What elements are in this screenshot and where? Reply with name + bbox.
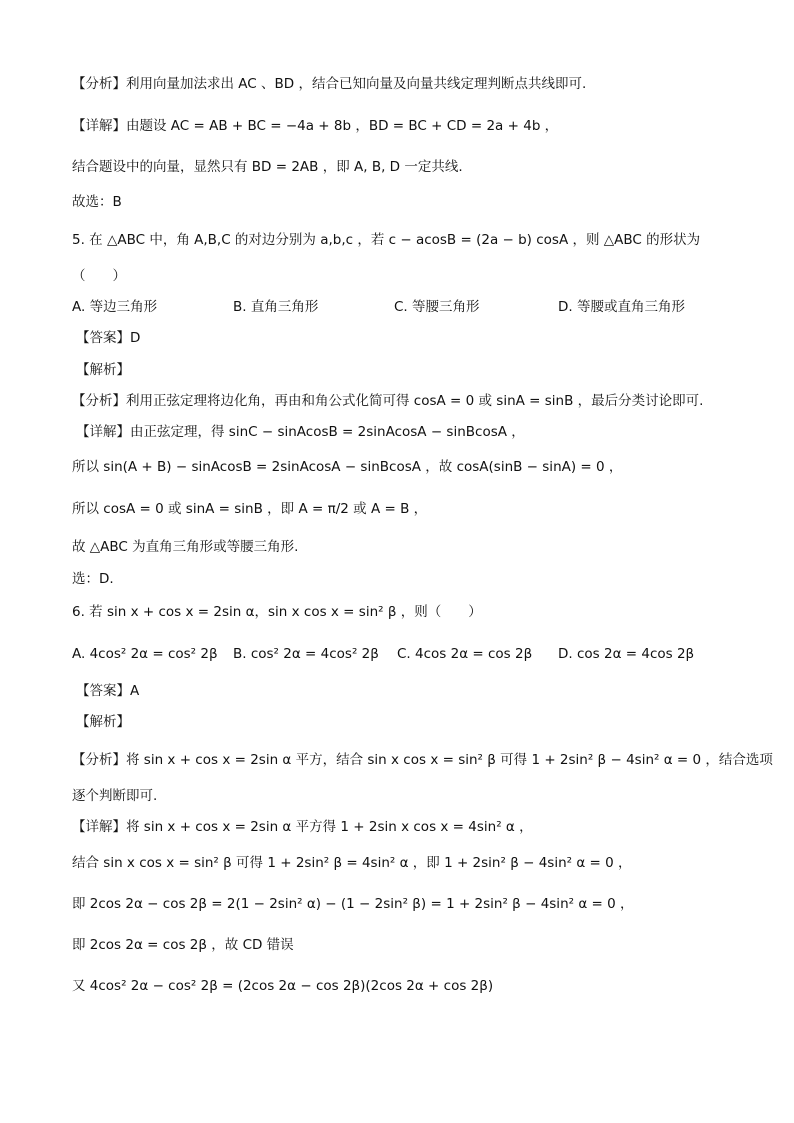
q6-answer-heading: 【答案】A <box>76 683 140 699</box>
q6-solution-heading: 【解析】 <box>76 714 130 730</box>
q5-answer-heading: 【答案】D <box>76 330 141 346</box>
q5-detail-5: 选：D. <box>72 571 114 587</box>
q6-option-b: B. cos² 2α = 4cos² 2β <box>233 646 379 662</box>
question-6-stem: 6. 若 sin x + cos x = 2sin α，sin x cos x = sin² β ，则（ ） <box>72 604 482 620</box>
q6-detail-4: 即 2cos 2α = cos 2β ，故 CD 错误 <box>72 937 294 953</box>
detail-line-q4-cont: 结合题设中的向量，显然只有 BD = 2AB ，即 A, B, D 一定共线. <box>72 159 463 175</box>
q5-solution-heading: 【解析】 <box>76 362 130 378</box>
q5-analysis: 【分析】利用正弦定理将边化角，再由和角公式化简可得 cosA = 0 或 sinA = sinB ，最后分类讨论即可. <box>72 393 704 409</box>
analysis-line-q4: 【分析】利用向量加法求出 AC 、BD ，结合已知向量及向量共线定理判断点共线即可. <box>72 76 587 92</box>
q6-detail-3: 即 2cos 2α − cos 2β = 2(1 − 2sin² α) − (1 − 2sin² β) = 1 + 2sin² β − 4sin² α = 0 ， <box>72 896 634 912</box>
q6-detail-1: 【详解】将 sin x + cos x = 2sin α 平方得 1 + 2sin x cos x = 4sin² α ， <box>72 819 533 835</box>
q6-option-a: A. 4cos² 2α = cos² 2β <box>72 646 218 662</box>
question-5-blank: （ ） <box>72 268 126 284</box>
q5-option-b: B. 直角三角形 <box>233 299 319 315</box>
q6-detail-2: 结合 sin x cos x = sin² β 可得 1 + 2sin² β = 4sin² α ，即 1 + 2sin² β − 4sin² α = 0 ， <box>72 855 632 871</box>
q6-analysis-cont: 逐个判断即可. <box>72 788 158 804</box>
q5-option-a: A. 等边三角形 <box>72 299 158 315</box>
q6-option-d: D. cos 2α = 4cos 2β <box>558 646 695 662</box>
q6-detail-5: 又 4cos² 2α − cos² 2β = (2cos 2α − cos 2β)(2cos 2α + cos 2β) <box>72 978 494 994</box>
detail-line-q4: 【详解】由题设 AC = AB + BC = −4a + 8b ，BD = BC + CD = 2a + 4b ， <box>72 118 559 134</box>
question-5-stem: 5. 在 △ABC 中，角 A,B,C 的对边分别为 a,b,c ，若 c − acosB = (2a − b) cosA ，则 △ABC 的形状为 <box>72 232 701 248</box>
answer-choice-q4: 故选：B <box>72 194 122 210</box>
q5-detail-3: 所以 cosA = 0 或 sinA = sinB ，即 A = π/2 或 A = B ， <box>72 501 428 517</box>
q5-detail-4: 故 △ABC 为直角三角形或等腰三角形. <box>72 539 299 555</box>
q5-option-c: C. 等腰三角形 <box>394 299 480 315</box>
q5-detail-2: 所以 sin(A + B) − sinAcosB = 2sinAcosA − sinBcosA ，故 cosA(sinB − sinA) = 0 ， <box>72 459 623 475</box>
q6-option-c: C. 4cos 2α = cos 2β <box>397 646 533 662</box>
q5-detail-1: 【详解】由正弦定理，得 sinC − sinAcosB = 2sinAcosA − sinBcosA ， <box>76 424 525 440</box>
q5-option-d: D. 等腰或直角三角形 <box>558 299 685 315</box>
q6-analysis: 【分析】将 sin x + cos x = 2sin α 平方，结合 sin x cos x = sin² β 可得 1 + 2sin² β − 4sin² α = 0 ，结合选项 <box>72 752 773 768</box>
